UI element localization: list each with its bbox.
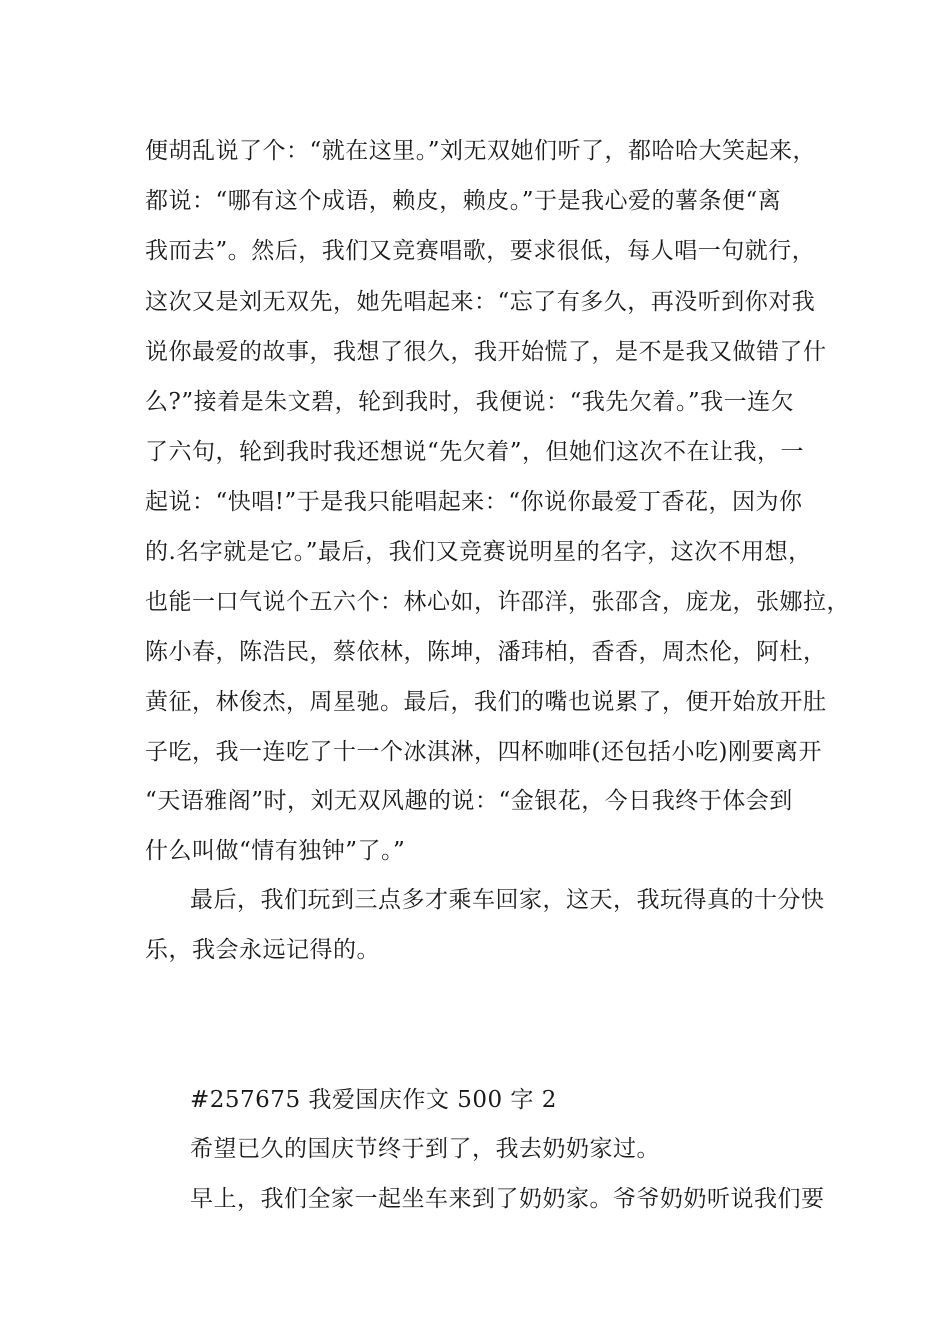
paragraph-line: 也能一口气说个五六个：林心如，许邵洋，张邵含，庞龙，张娜拉， — [145, 589, 850, 615]
paragraph-line: 黄征，林俊杰，周星驰。最后，我们的嘴也说累了，便开始放开肚 — [145, 689, 827, 715]
paragraph-line: 陈小春，陈浩民，蔡依林，陈坤，潘玮柏，香香，周杰伦，阿杜， — [145, 639, 827, 665]
paragraph-line: “天语雅阁”时，刘无双风趣的说：“金银花，今日我终于体会到 — [145, 788, 793, 814]
paragraph-line: 起说：“快唱!”于是我只能唱起来：“你说你最爱丁香花，因为你 — [145, 489, 803, 515]
paragraph-line: 这次又是刘无双先，她先唱起来：“忘了有多久，再没听到你对我 — [145, 289, 816, 315]
paragraph-line: 说你最爱的故事，我想了很久，我开始慌了，是不是我又做错了什 — [145, 339, 827, 365]
paragraph-line: 早上，我们全家一起坐车来到了奶奶家。爷爷奶奶听说我们要 — [190, 1186, 825, 1212]
paragraph-line: 了六句，轮到我时我还想说“先欠着”，但她们这次不在让我，一 — [145, 439, 805, 465]
paragraph-line: 什么叫做“情有独钟”了。” — [145, 838, 406, 864]
paragraph-line: 便胡乱说了个：“就在这里。”刘无双她们听了，都哈哈大笑起来， — [145, 138, 817, 164]
paragraph-line: 都说：“哪有这个成语，赖皮，赖皮。”于是我心爱的薯条便“离 — [145, 188, 782, 214]
paragraph-line: 希望已久的国庆节终于到了，我去奶奶家过。 — [190, 1136, 660, 1162]
paragraph-line: 么?”接着是朱文碧，轮到我时，我便说：“我先欠着。”我一连欠 — [145, 389, 795, 415]
paragraph-line: 最后，我们玩到三点多才乘车回家，这天，我玩得真的十分快 — [190, 887, 825, 913]
paragraph-line: 的.名字就是它。”最后，我们又竞赛说明星的名字，这次不用想， — [145, 539, 812, 565]
paragraph-line: 我而去”。然后，我们又竞赛唱歌，要求很低，每人唱一句就行， — [145, 238, 816, 264]
section-heading: #257675 我爱国庆作文 500 字 2 — [190, 1087, 557, 1113]
paragraph-line: 子吃，我一连吃了十一个冰淇淋，四杯咖啡(还包括小吃)刚要离开 — [145, 739, 822, 765]
paragraph-line: 乐，我会永远记得的。 — [145, 937, 380, 963]
